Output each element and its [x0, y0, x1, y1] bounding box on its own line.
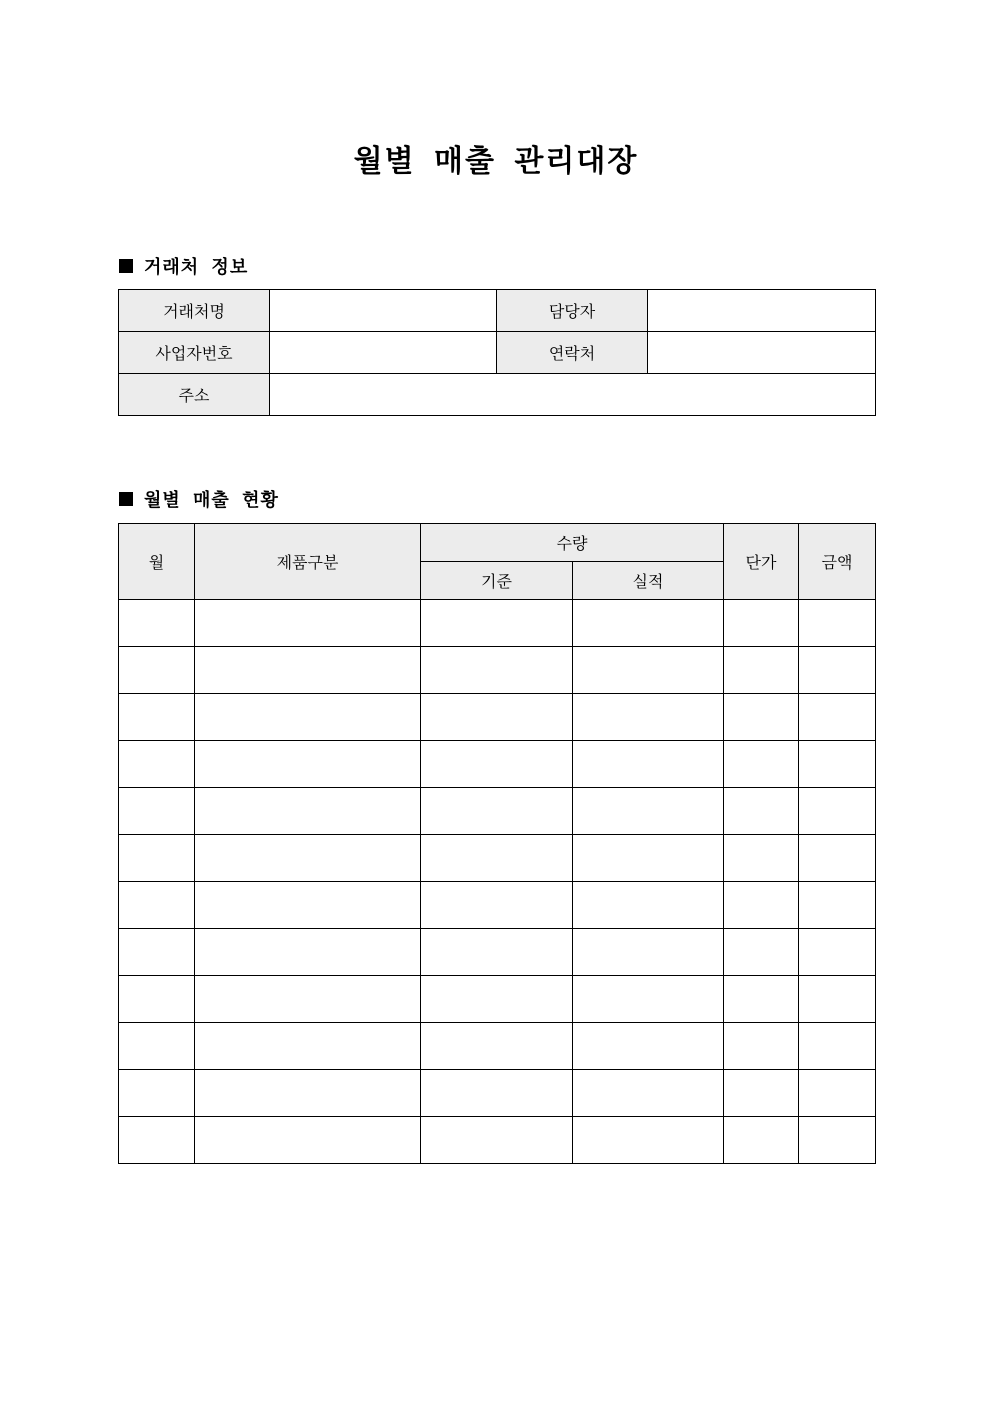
unit-price-cell[interactable] [724, 882, 799, 929]
standard-cell[interactable] [421, 647, 573, 694]
month-cell[interactable] [119, 1117, 195, 1164]
table-row [119, 882, 876, 929]
actual-cell[interactable] [573, 647, 724, 694]
product-cell[interactable] [195, 741, 421, 788]
standard-cell[interactable] [421, 694, 573, 741]
manager-field[interactable] [648, 290, 876, 332]
unit-price-cell[interactable] [724, 694, 799, 741]
partner-name-label: 거래처명 [119, 290, 270, 332]
unit-price-cell[interactable] [724, 976, 799, 1023]
product-cell[interactable] [195, 694, 421, 741]
standard-cell[interactable] [421, 1023, 573, 1070]
table-row [119, 1117, 876, 1164]
actual-cell[interactable] [573, 600, 724, 647]
amount-cell[interactable] [799, 1070, 876, 1117]
sales-section-heading [119, 486, 279, 512]
contact-field[interactable] [648, 332, 876, 374]
table-row [119, 1070, 876, 1117]
actual-cell[interactable] [573, 694, 724, 741]
product-cell[interactable] [195, 647, 421, 694]
unit-price-cell[interactable] [724, 647, 799, 694]
page-title: 월별 매출 관리대장 [353, 144, 639, 179]
unit-price-column-header: 단가 [724, 524, 799, 600]
partner-section-title: 거래처 정보 [144, 257, 249, 278]
month-cell[interactable] [119, 1070, 195, 1117]
address-field[interactable] [270, 374, 876, 416]
unit-price-cell[interactable] [724, 788, 799, 835]
amount-cell[interactable] [799, 788, 876, 835]
table-row [119, 835, 876, 882]
month-column-header: 월 [119, 524, 195, 600]
table-row [119, 929, 876, 976]
square-bullet-icon [119, 259, 133, 273]
unit-price-cell[interactable] [724, 1070, 799, 1117]
address-label: 주소 [119, 374, 270, 416]
quantity-actual-header: 실적 [573, 562, 724, 600]
actual-cell[interactable] [573, 976, 724, 1023]
product-cell[interactable] [195, 882, 421, 929]
sales-header-row [119, 524, 876, 562]
month-cell[interactable] [119, 694, 195, 741]
actual-cell[interactable] [573, 1117, 724, 1164]
business-number-label: 사업자번호 [119, 332, 270, 374]
table-row [119, 741, 876, 788]
month-cell[interactable] [119, 647, 195, 694]
product-cell[interactable] [195, 1117, 421, 1164]
partner-row-2 [119, 332, 876, 374]
product-cell[interactable] [195, 788, 421, 835]
partner-info-table [118, 289, 876, 416]
unit-price-cell[interactable] [724, 741, 799, 788]
amount-cell[interactable] [799, 1023, 876, 1070]
product-cell[interactable] [195, 1070, 421, 1117]
unit-price-cell[interactable] [724, 929, 799, 976]
business-number-field[interactable] [270, 332, 497, 374]
standard-cell[interactable] [421, 600, 573, 647]
table-row [119, 976, 876, 1023]
standard-cell[interactable] [421, 741, 573, 788]
unit-price-cell[interactable] [724, 835, 799, 882]
product-cell[interactable] [195, 600, 421, 647]
table-row [119, 600, 876, 647]
product-cell[interactable] [195, 929, 421, 976]
unit-price-cell[interactable] [724, 1023, 799, 1070]
table-row [119, 788, 876, 835]
contact-label: 연락처 [497, 332, 648, 374]
standard-cell[interactable] [421, 1117, 573, 1164]
unit-price-cell[interactable] [724, 1117, 799, 1164]
quantity-standard-header: 기준 [421, 562, 573, 600]
monthly-sales-table [118, 523, 876, 1164]
actual-cell[interactable] [573, 1023, 724, 1070]
standard-cell[interactable] [421, 976, 573, 1023]
amount-cell[interactable] [799, 976, 876, 1023]
standard-cell[interactable] [421, 882, 573, 929]
standard-cell[interactable] [421, 835, 573, 882]
month-cell[interactable] [119, 929, 195, 976]
standard-cell[interactable] [421, 929, 573, 976]
standard-cell[interactable] [421, 788, 573, 835]
actual-cell[interactable] [573, 929, 724, 976]
product-cell[interactable] [195, 835, 421, 882]
month-cell[interactable] [119, 1023, 195, 1070]
manager-label: 담당자 [497, 290, 648, 332]
product-cell[interactable] [195, 976, 421, 1023]
amount-column-header: 금액 [799, 524, 876, 600]
table-row [119, 647, 876, 694]
amount-cell[interactable] [799, 882, 876, 929]
standard-cell[interactable] [421, 1070, 573, 1117]
product-column-header: 제품구분 [195, 524, 421, 600]
amount-cell[interactable] [799, 835, 876, 882]
actual-cell[interactable] [573, 741, 724, 788]
actual-cell[interactable] [573, 882, 724, 929]
month-cell[interactable] [119, 882, 195, 929]
partner-name-field[interactable] [270, 290, 497, 332]
actual-cell[interactable] [573, 1070, 724, 1117]
partner-row-3 [119, 374, 876, 416]
table-row [119, 1023, 876, 1070]
month-cell[interactable] [119, 741, 195, 788]
amount-cell[interactable] [799, 929, 876, 976]
amount-cell[interactable] [799, 647, 876, 694]
unit-price-cell[interactable] [724, 600, 799, 647]
month-cell[interactable] [119, 835, 195, 882]
actual-cell[interactable] [573, 788, 724, 835]
square-bullet-icon [119, 492, 133, 506]
month-cell[interactable] [119, 788, 195, 835]
month-cell[interactable] [119, 976, 195, 1023]
amount-cell[interactable] [799, 694, 876, 741]
quantity-column-header: 수량 [421, 524, 724, 562]
month-cell[interactable] [119, 600, 195, 647]
table-row [119, 694, 876, 741]
partner-row-1 [119, 290, 876, 332]
partner-section-heading [119, 253, 248, 279]
amount-cell[interactable] [799, 1117, 876, 1164]
amount-cell[interactable] [799, 741, 876, 788]
product-cell[interactable] [195, 1023, 421, 1070]
amount-cell[interactable] [799, 600, 876, 647]
sales-section-title: 월별 매출 현황 [144, 490, 279, 511]
actual-cell[interactable] [573, 835, 724, 882]
